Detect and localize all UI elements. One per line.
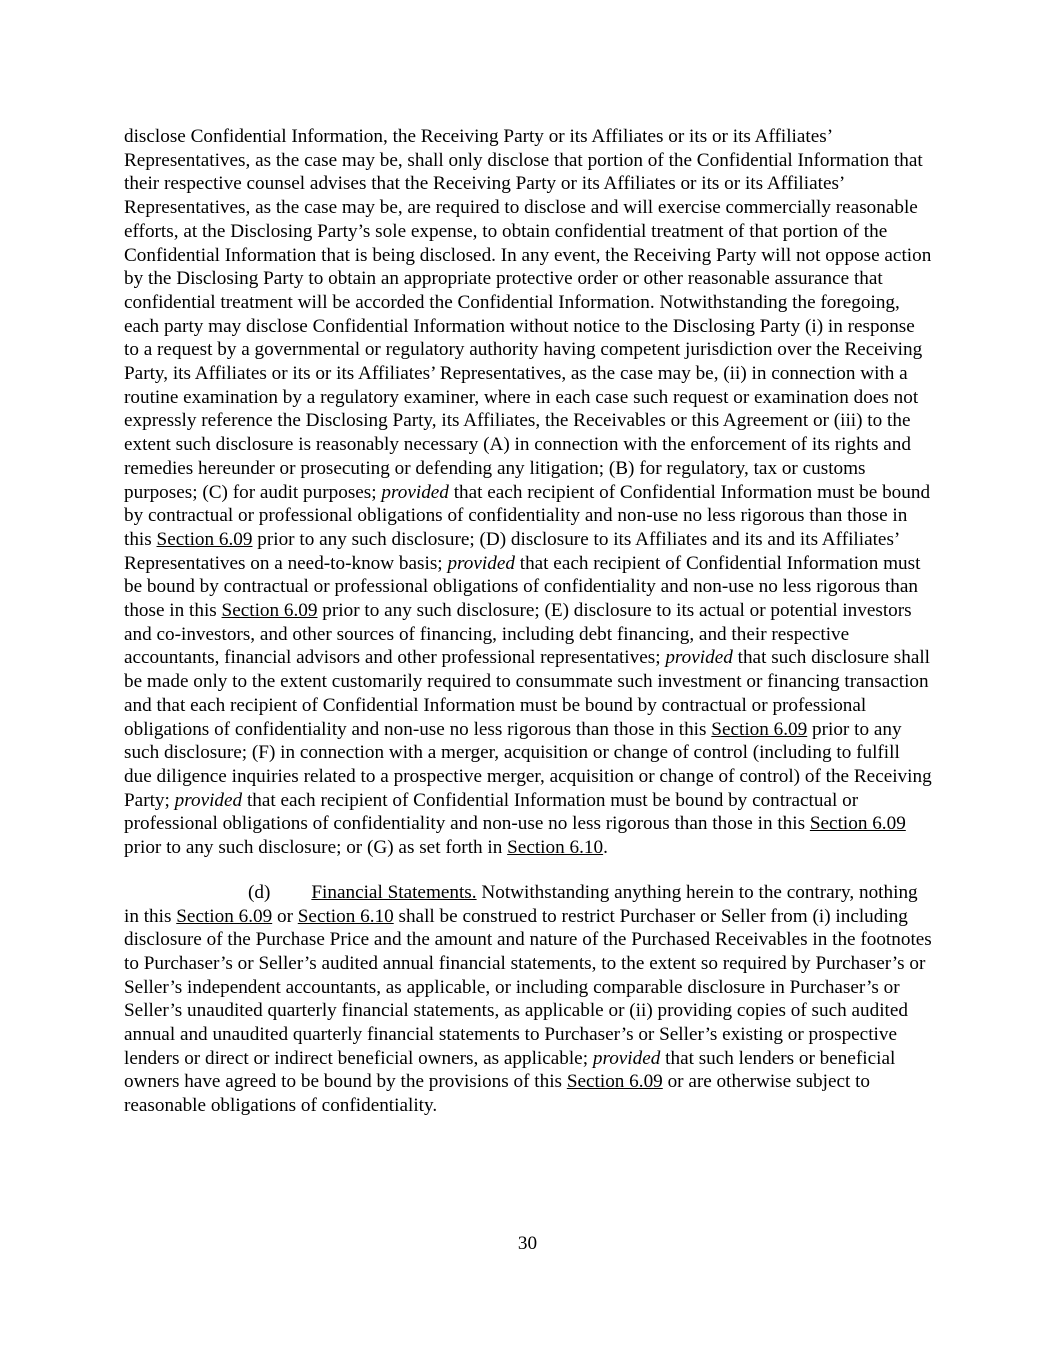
section-reference: Section 6.09 xyxy=(711,718,808,740)
text-run: or are otherwise subject to reasonable obligations of confidentiality. xyxy=(124,1071,871,1117)
section-reference: Section 6.09 xyxy=(221,600,318,622)
proviso-emphasis: provided xyxy=(381,481,449,503)
paragraph-c-continuation xyxy=(124,125,932,860)
text-run: that each recipient of Confidential Information must be bound by contractual or professional obligations of confidentiality and non-use no less rigorous than those in this xyxy=(124,481,931,550)
paragraph-heading: Financial Statements. xyxy=(311,881,477,903)
text-run: prior to any such disclosure; (E) disclosure to its actual or potential investors and co-investors, and other sources of financing, including debt financing, and their respective accountants, financial advisors and other professional representatives; xyxy=(124,600,912,669)
section-reference: Section 6.09 xyxy=(809,813,906,835)
proviso-emphasis: provided xyxy=(665,647,733,669)
document-body xyxy=(124,125,932,1118)
proviso-emphasis: provided xyxy=(174,789,243,811)
paragraph-label: (d) xyxy=(248,881,271,903)
text-run: that each recipient of Confidential Information must be bound by contractual or professional obligations of confidentiality and non-use no less rigorous than those in this xyxy=(124,552,921,622)
section-reference: Section 6.10 xyxy=(507,837,604,859)
proviso-emphasis: provided xyxy=(592,1047,661,1069)
text-run: shall be construed to restrict Purchaser or Seller from (i) including disclosure of the Purchase Price and the amount and nature of the Purchased Receivables in the footnotes to Purchaser’s or Seller’s audited annual financial statements, to the extent so required by Purchaser’s or Seller’s independent accountants, as applicable, or including comparable disclosure in Purchaser’s or Seller’s unaudited quarterly financial statements, as applicable or (ii) providing copies of such audited annual and unaudited quarterly financial statements to Purchaser’s or Seller’s existing or prospective lenders or direct or indirect beneficial owners, as applicable; xyxy=(124,905,932,1069)
text-run: that each recipient of Confidential Information must be bound by contractual or professional obligations of confidentiality and non-use no less rigorous than those in this xyxy=(124,789,859,835)
text-run: prior to any such disclosure; (D) disclosure to its Affiliates and its and its Affiliates’ Representatives on a need-to-know basis; xyxy=(124,528,899,574)
text-run: prior to any such disclosure; (F) in connection with a merger, acquisition or change of control (including to fulfill due diligence inquiries related to a prospective merger, acquisition or change of control) of the Receiving Party; xyxy=(124,718,932,811)
text-run: prior to any such disclosure; or (G) as set forth in xyxy=(124,837,508,859)
section-reference: Section 6.09 xyxy=(156,528,253,550)
text-run: that such disclosure shall be made only to the extent customarily required to consummate such investment or financing transaction and that each recipient of Confidential Information must be bound by contractual or professional obligations of confidentiality and non-use no less rigorous than those in this xyxy=(124,647,930,740)
text-run: . xyxy=(603,837,608,859)
page-number: 30 xyxy=(517,1233,538,1254)
text-run: or xyxy=(272,905,298,927)
text-run: Notwithstanding anything herein to the contrary, nothing in this xyxy=(124,881,918,927)
proviso-emphasis: provided xyxy=(447,552,515,574)
section-reference: Section 6.09 xyxy=(566,1071,663,1093)
text-run: disclose Confidential Information, the Receiving Party or its Affiliates or its or its Affiliates’ Representatives, as the case may be, shall only disclose that portion of the Confidential Information that their respective counsel advises that the Receiving Party or its Affiliates or its or its Affiliates’ Representatives, as the case may be, are required to disclose and will exercise commercially reasonable efforts, at the Disclosing Party’s sole expense, to obtain confidential treatment of that portion of the Confidential Information that is being disclosed. In any event, the Receiving Party will not oppose action by the Disclosing Party to obtain an appropriate protective order or other reasonable assurance that confidential treatment will be accorded the Confidential Information. Notwithstanding the foregoing, each party may disclose Confidential Information without notice to the Disclosing Party (i) in response to a request by a governmental or regulatory authority having competent jurisdiction over the Receiving Party, its Affiliates or its or its Affiliates’ Representatives, as the case may be, (ii) in connection with a routine examination by a regulatory examiner, where in each case such request or examination does not expressly reference the Disclosing Party, its Affiliates, the Receivables or this Agreement or (iii) to the extent such disclosure is reasonably necessary (A) in connection with the enforcement of its rights and remedies hereunder or prosecuting or defending any litigation; (B) for regulatory, tax or customs purposes; (C) for audit purposes; xyxy=(124,126,932,503)
section-reference: Section 6.10 xyxy=(297,905,394,927)
section-reference: Section 6.09 xyxy=(176,905,273,927)
text-run: that such lenders or beneficial owners have agreed to be bound by the provisions of this xyxy=(124,1047,896,1093)
paragraph-d xyxy=(124,881,932,1118)
